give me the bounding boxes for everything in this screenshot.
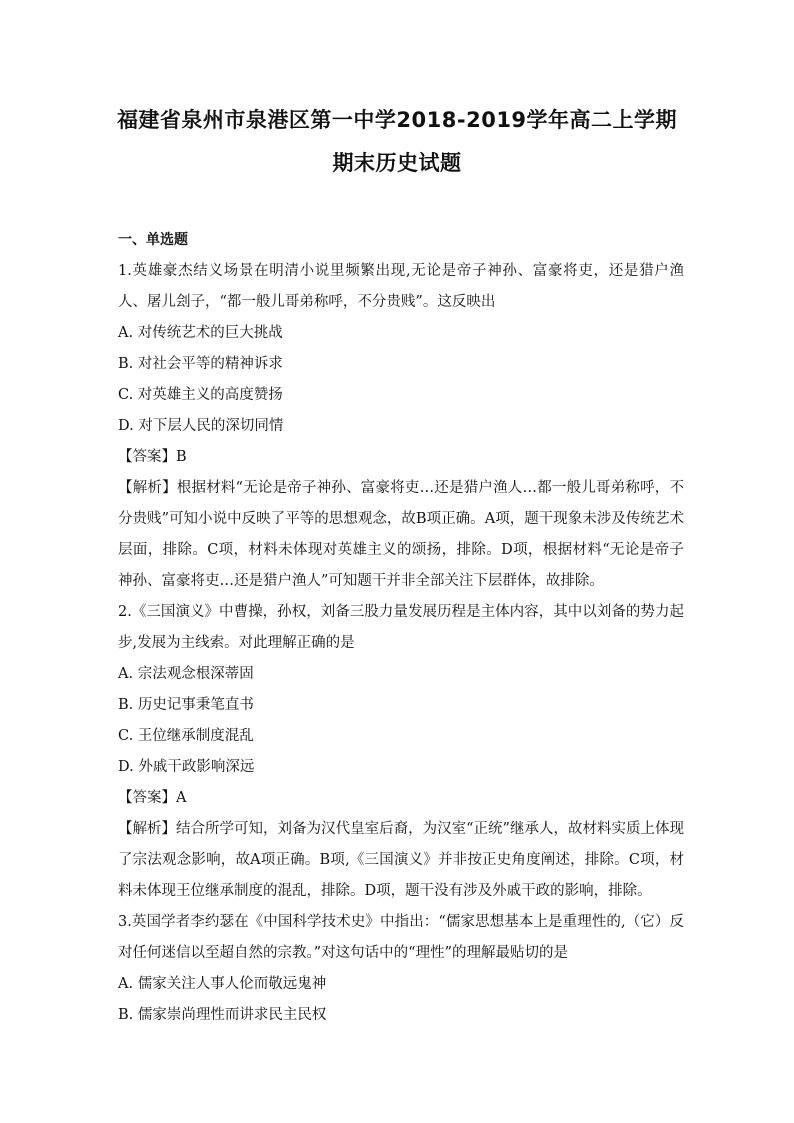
question-1-option-a: A. 对传统艺术的巨大挑战: [118, 325, 283, 341]
question-3-option-a: A. 儒家关注人事人伦而敬远鬼神: [118, 976, 327, 992]
question-1-option-b: B. 对社会平等的精神诉求: [118, 356, 283, 372]
question-2-answer: 【答案】A: [118, 790, 187, 806]
question-1-option-d: D. 对下层人民的深切同情: [118, 418, 284, 434]
document-title-line1: 福建省泉州市泉港区第一中学2018-2019学年高二上学期: [116, 108, 678, 132]
question-2-option-b: B. 历史记事秉笔直书: [118, 697, 254, 713]
question-3-stem: 3.英国学者李约瑟在《中国科学技术史》中指出：“儒家思想基本上是重理性的,（它）反对任何迷信以至超自然的宗教。”对这句话中的“理性”的理解最贴切的是: [118, 914, 684, 961]
document-body: [118, 225, 684, 1031]
question-1-answer: 【答案】B: [118, 449, 187, 465]
document-title-line2: 期末历史试题: [332, 151, 462, 175]
question-1-analysis: 【解析】根据材料“无论是帝子神孙、富豪将吏…还是猎户渔人…都一般儿哥弟称呼，不分贵贱”可知小说中反映了平等的思想观念，故B项正确。A项，题干现象未涉及传统艺术层面，排除。C项，材料未体现对英雄主义的颂扬，排除。D项，根据材料“无论是帝子神孙、富豪将吏…还是猎户渔人”可知题干并非全部关注下层群体，故排除。: [118, 480, 684, 589]
question-3-option-b: B. 儒家崇尚理性而讲求民主民权: [118, 1007, 327, 1023]
question-2-stem: 2.《三国演义》中曹操，孙权，刘备三股力量发展历程是主体内容，其中以刘备的势力起步,发展为主线索。对此理解正确的是: [118, 604, 684, 651]
question-2-option-a: A. 宗法观念根深蒂固: [118, 666, 254, 682]
question-1-stem: 1.英雄豪杰结义场景在明清小说里频繁出现,无论是帝子神孙、富豪将吏，还是猎户渔人、屠儿刽子，“都一般儿哥弟称呼，不分贵贱”。这反映出: [118, 263, 684, 310]
question-2-option-c: C. 王位继承制度混乱: [118, 728, 254, 744]
question-2-option-d: D. 外戚干政影响深远: [118, 759, 255, 775]
section-heading: 一、单选题: [118, 232, 188, 248]
question-1-option-c: C. 对英雄主义的高度赞扬: [118, 387, 283, 403]
question-2-analysis: 【解析】结合所学可知，刘备为汉代皇室后裔，为汉室“正统”继承人，故材料实质上体现了宗法观念影响，故A项正确。B项,《三国演义》并非按正史角度阐述，排除。C项，材料未体现王位继承制度的混乱，排除。D项，题干没有涉及外戚干政的影响，排除。: [118, 821, 684, 899]
